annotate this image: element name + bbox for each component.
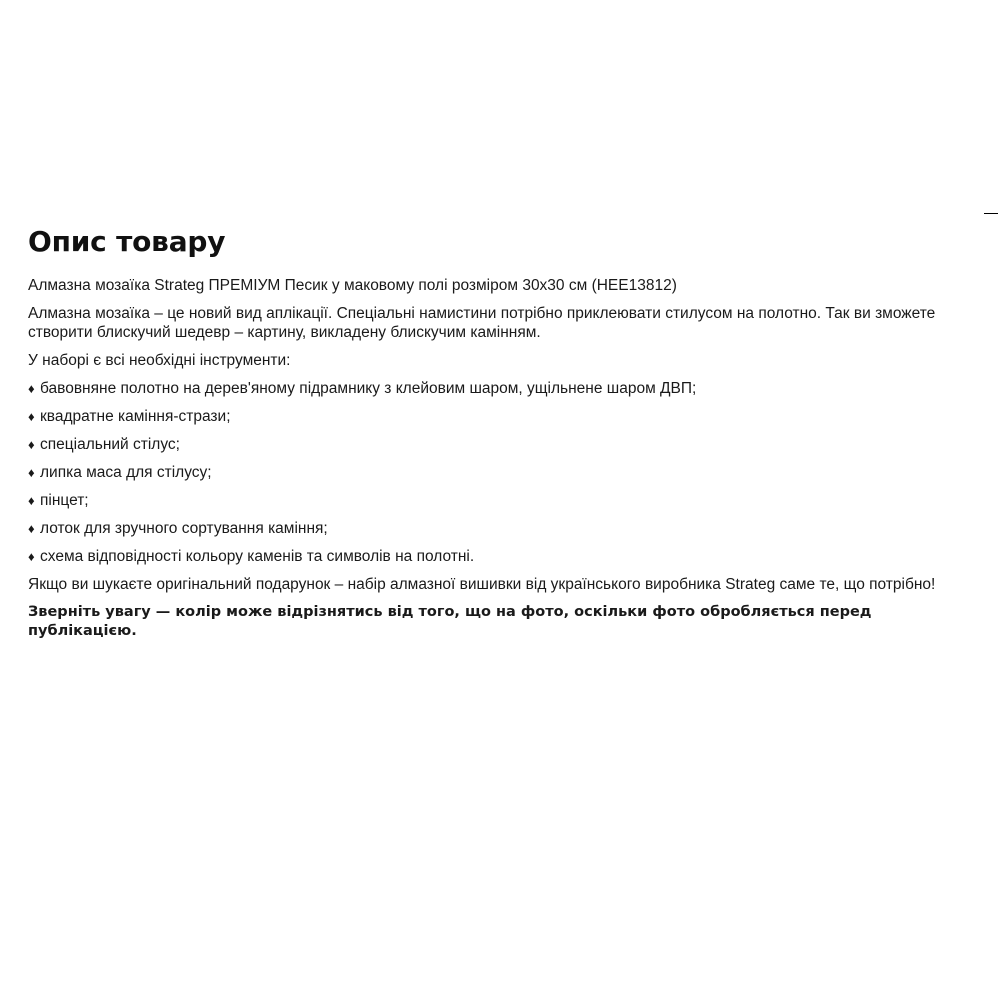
diamond-bullet-icon: ♦ [28, 409, 35, 424]
product-description [28, 222, 973, 650]
product-description-text: Алмазна мозаїка – це новий вид аплікації. Спеціальні намистини потрібно приклеювати стилусом на полотно. Так ви зможете створити блискучий шедевр – картину, викладену блискучим камінням. [28, 305, 936, 341]
kit-list [28, 379, 973, 566]
diamond-bullet-icon: ♦ [28, 493, 35, 508]
list-item: ♦ пінцет; [28, 492, 89, 509]
page-title: Опис товару [28, 225, 226, 258]
list-item: ♦ схема відповідності кольору каменів та символів на полотні. [28, 548, 475, 565]
kit-heading: У наборі є всі необхідні інструменти: [28, 352, 291, 369]
diamond-bullet-icon: ♦ [28, 549, 35, 564]
list-item: ♦ липка маса для стілусу; [28, 464, 212, 481]
list-item: ♦ квадратне каміння-стрази; [28, 408, 231, 425]
diamond-bullet-icon: ♦ [28, 521, 35, 536]
list-item: ♦ бавовняне полотно на дерев'яному підрамнику з клейовим шаром, ущільнене шаром ДВП; [28, 380, 697, 397]
corner-divider [984, 213, 998, 214]
gift-note: Якщо ви шукаєте оригінальний подарунок – набір алмазної вишивки від українського виробника Strateg саме те, що потрібно! [28, 576, 936, 593]
list-item: ♦ лоток для зручного сортування каміння; [28, 520, 328, 537]
product-intro: Алмазна мозаїка Strateg ПРЕМІУМ Песик у маковому полі розміром 30х30 см (HEE13812) [28, 277, 677, 294]
diamond-bullet-icon: ♦ [28, 381, 35, 396]
diamond-bullet-icon: ♦ [28, 437, 35, 452]
list-item: ♦ спеціальний стілус; [28, 436, 180, 453]
color-warning: Зверніть увагу — колір може відрізнятись від того, що на фото, оскільки фото обробляється перед публікацією. [28, 604, 872, 639]
diamond-bullet-icon: ♦ [28, 465, 35, 480]
